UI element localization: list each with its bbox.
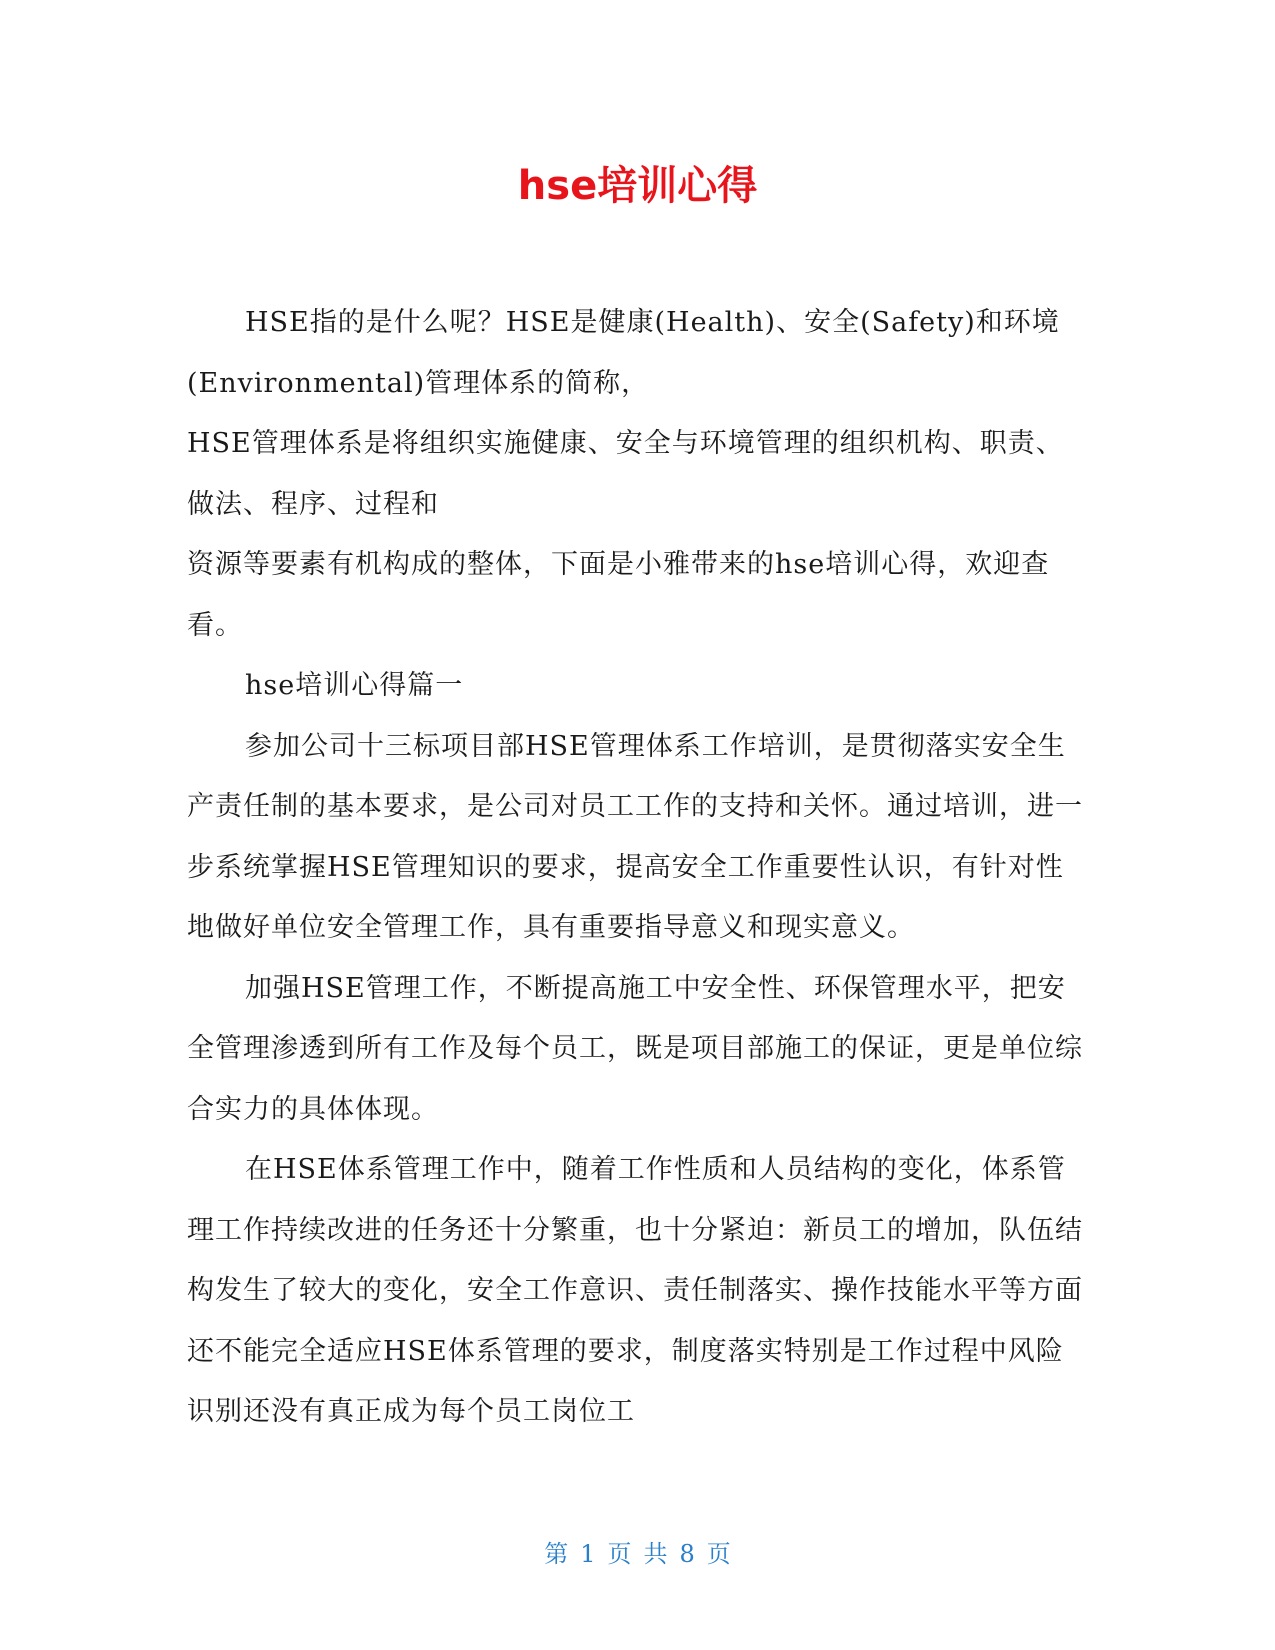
section-heading: hse培训心得篇一 [245,670,464,701]
paragraph-resources: 资源等要素有机构成的整体，下面是小雅带来的hse培训心得，欢迎查看。 [187,549,1050,641]
paragraph-system: 在HSE体系管理工作中，随着工作性质和人员结构的变化，体系管理工作持续改进的任务还十分繁重，也十分紧迫：新员工的增加，队伍结构发生了较大的变化，安全工作意识、责任制落实、操作技能水平等方面还不能完全适应HSE体系管理的要求，制度落实特别是工作过程中风险识别还没有真正成为每个员工岗位工 [187,1154,1083,1427]
document-body [187,293,1087,1443]
footer-label-page: 第 [544,1540,569,1568]
page-footer [0,1538,1275,1570]
footer-label-total: 共 [643,1540,668,1568]
paragraph-intro: HSE指的是什么呢？HSE是健康(Health)、安全(Safety)和环境(Environmental)管理体系的简称， [187,307,1060,399]
footer-total-pages: 8 [679,1540,695,1568]
paragraph-training: 参加公司十三标项目部HSE管理体系工作培训，是贯彻落实安全生产责任制的基本要求，是公司对员工工作的支持和关怀。通过培训，进一步系统掌握HSE管理知识的要求，提高安全工作重要性认识，有针对性地做好单位安全管理工作，具有重要指导意义和现实意义。 [187,730,1083,943]
document-title: hse培训心得 [517,163,758,209]
paragraph-management: 加强HSE管理工作，不断提高施工中安全性、环保管理水平，把安全管理渗透到所有工作及每个员工，既是项目部施工的保证，更是单位综合实力的具体体现。 [187,972,1083,1125]
footer-label-of: 页 [607,1540,632,1568]
footer-current-page: 1 [580,1540,596,1568]
footer-label-end: 页 [706,1540,731,1568]
paragraph-definition: HSE管理体系是将组织实施健康、安全与环境管理的组织机构、职责、做法、程序、过程和 [187,428,1064,520]
